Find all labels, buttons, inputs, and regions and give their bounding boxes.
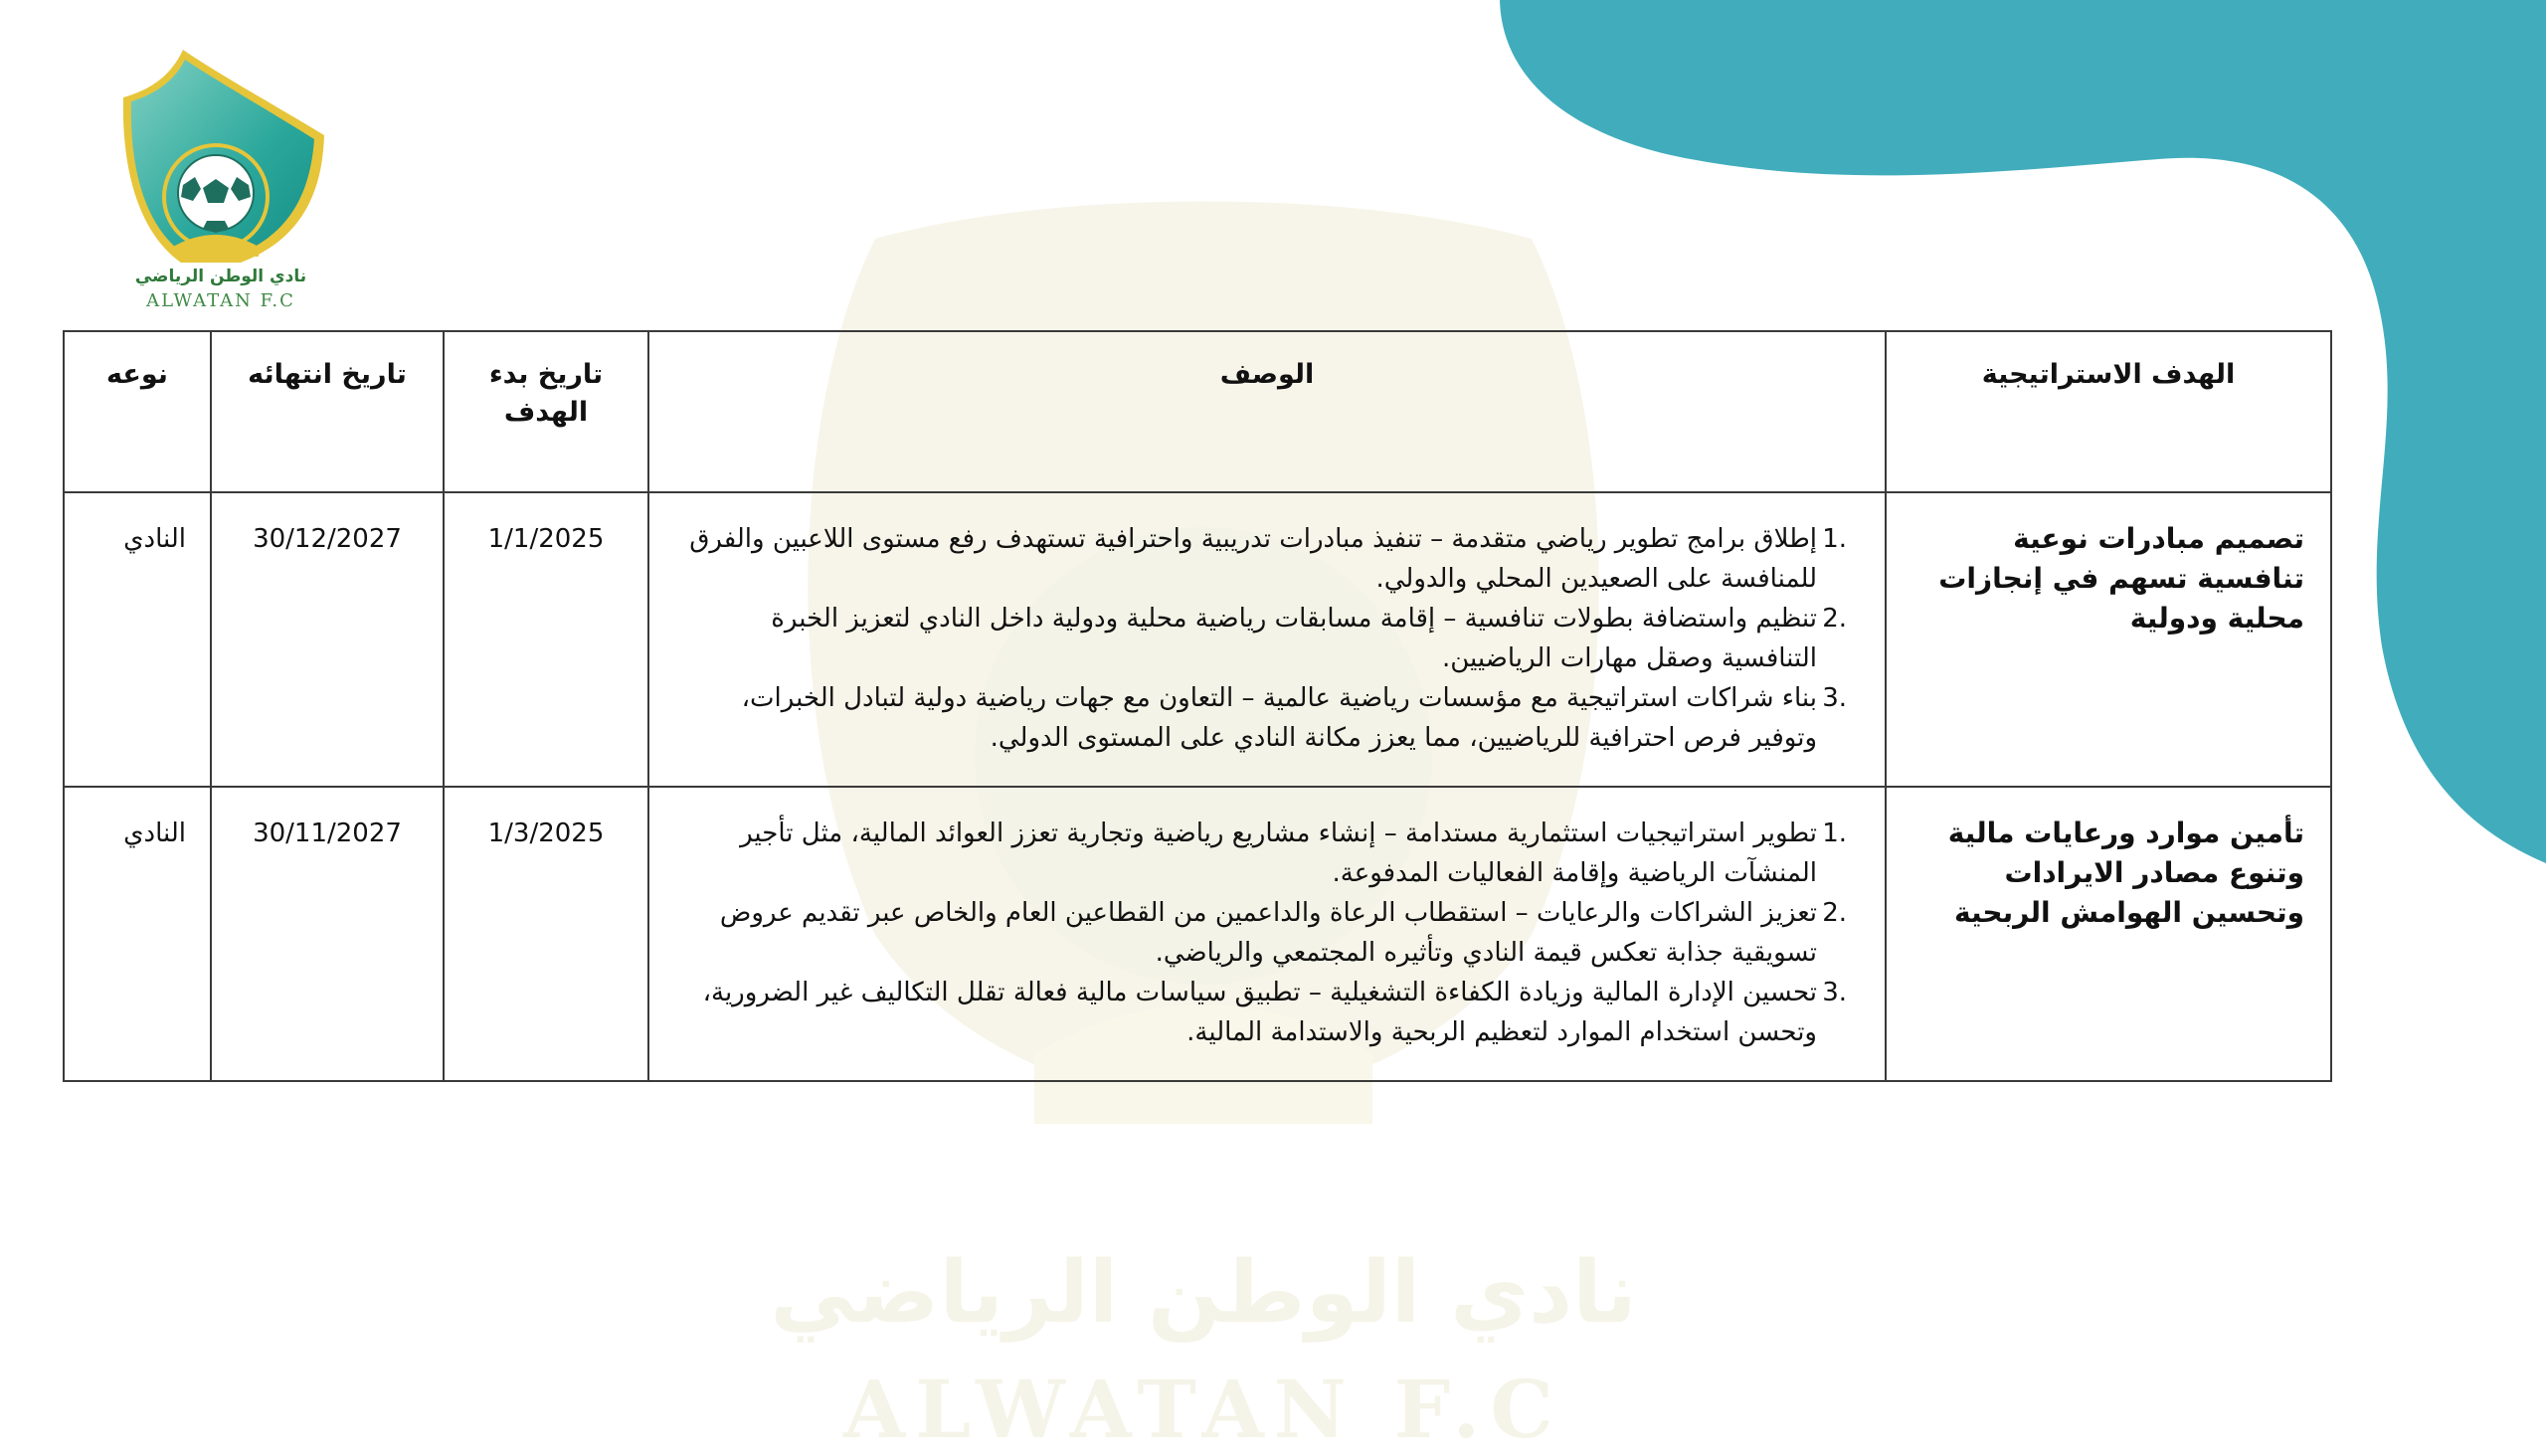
description-cell bbox=[648, 787, 1886, 1081]
goal-cell: تأمين موارد ورعايات مالية وتنوع مصادر الايرادات وتحسين الهوامش الربحية bbox=[1886, 787, 2331, 1081]
club-logo bbox=[111, 46, 330, 320]
header-type: نوعه bbox=[64, 331, 211, 492]
end-date-cell bbox=[211, 787, 444, 1081]
header-description: الوصف bbox=[648, 331, 1886, 492]
logo-english-name: ALWATAN F.C bbox=[146, 290, 295, 311]
goal-cell: تصميم مبادرات نوعية تنافسية تسهم في إنجازات محلية ودولية bbox=[1886, 492, 2331, 787]
item-number: 1. bbox=[1822, 819, 1847, 848]
end-date-value: 30/12/2027 bbox=[253, 524, 402, 554]
club-crest-icon bbox=[111, 46, 330, 274]
header-goal: الهدف الاستراتيجية bbox=[1886, 331, 2331, 492]
item-text: تحسين الإدارة المالية وزيادة الكفاءة التشغيلية – تطبيق سياسات مالية فعالة تقلل التكاليف غير الضرورية، وتحسن استخدام الموارد لتعظيم الربحية والاستدامة المالية. bbox=[702, 978, 1817, 1047]
item-number: 3. bbox=[1822, 683, 1847, 713]
table-row bbox=[64, 787, 2331, 1081]
watermark-english-name: ALWATAN F.C bbox=[843, 1363, 1563, 1456]
strategic-goals-table bbox=[63, 330, 2332, 1082]
description-item bbox=[675, 893, 1847, 973]
end-date-value: 30/11/2027 bbox=[253, 819, 402, 848]
item-text: إطلاق برامج تطوير رياضي متقدمة – تنفيذ مبادرات تدريبية واحترافية تستهدف رفع مستوى اللاعبين والفرق للمنافسة على الصعيدين المحلي والدولي. bbox=[689, 524, 1817, 594]
strategic-goals-table-container bbox=[63, 330, 2330, 1082]
item-number: 2. bbox=[1822, 604, 1847, 634]
type-cell: النادي bbox=[64, 787, 211, 1081]
description-item bbox=[675, 519, 1847, 599]
item-number: 1. bbox=[1822, 524, 1847, 554]
description-item bbox=[675, 678, 1847, 758]
description-item bbox=[675, 973, 1847, 1052]
description-list bbox=[675, 519, 1847, 758]
description-cell bbox=[648, 492, 1886, 787]
end-date-cell bbox=[211, 492, 444, 787]
start-date-cell bbox=[444, 492, 648, 787]
description-item bbox=[675, 599, 1847, 678]
description-item bbox=[675, 814, 1847, 893]
item-number: 2. bbox=[1822, 898, 1847, 928]
start-date-cell bbox=[444, 787, 648, 1081]
type-cell: النادي bbox=[64, 492, 211, 787]
item-text: تطوير استراتيجيات استثمارية مستدامة – إنشاء مشاريع رياضية وتجارية تعزز العوائد المالية، مثل تأجير المنشآت الرياضية وإقامة الفعاليات المدفوعة. bbox=[740, 819, 1817, 888]
table-header-row bbox=[64, 331, 2331, 492]
item-text: تعزيز الشراكات والرعايات – استقطاب الرعاة والداعمين من القطاعين العام والخاص عبر تقديم عروض تسويقية جذابة تعكس قيمة النادي وتأثيره المجتمعي والرياضي. bbox=[719, 898, 1817, 968]
item-number: 3. bbox=[1822, 978, 1847, 1007]
logo-arabic-name: نادي الوطن الرياضي bbox=[134, 267, 307, 286]
watermark-arabic-name: نادي الوطن الرياضي bbox=[770, 1243, 1637, 1343]
item-text: بناء شراكات استراتيجية مع مؤسسات رياضية عالمية – التعاون مع جهات رياضية دولية لتبادل الخبرات، وتوفير فرص احترافية للرياضيين، مما يعزز مكانة النادي على المستوى الدولي. bbox=[741, 683, 1817, 753]
table-row bbox=[64, 492, 2331, 787]
header-end-date: تاريخ انتهائه bbox=[211, 331, 444, 492]
description-list bbox=[675, 814, 1847, 1052]
start-date-value: 1/1/2025 bbox=[487, 524, 605, 554]
header-start-date: تاريخ بدء الهدف bbox=[444, 331, 648, 492]
start-date-value: 1/3/2025 bbox=[487, 819, 605, 848]
item-text: تنظيم واستضافة بطولات تنافسية – إقامة مسابقات رياضية محلية ودولية داخل النادي لتعزيز الخبرة التنافسية وصقل مهارات الرياضيين. bbox=[771, 604, 1817, 673]
